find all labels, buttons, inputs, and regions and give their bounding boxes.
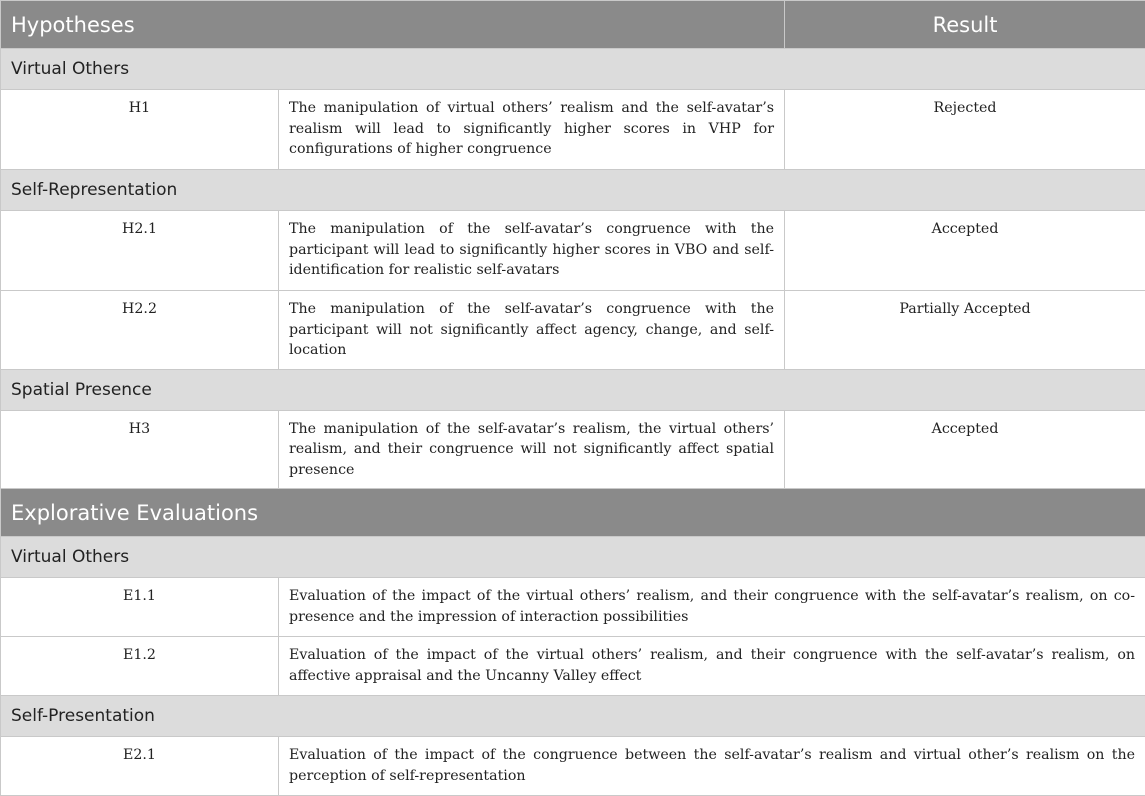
section-title-virtual-others: Virtual Others bbox=[1, 49, 1145, 90]
table-row bbox=[1, 410, 1145, 489]
hypothesis-text: The manipulation of the self-avatar’s congruence with the participant will not significantly affect agency, change, and self-location bbox=[279, 291, 785, 370]
section-row bbox=[1, 369, 1145, 410]
hypothesis-text: The manipulation of the self-avatar’s realism, the virtual others’ realism, and their congruence will not significantly affect spatial presence bbox=[279, 410, 785, 489]
table-row bbox=[1, 578, 1145, 637]
evaluation-id: E1.1 bbox=[1, 578, 279, 637]
section-title-virtual-others-explorative: Virtual Others bbox=[1, 537, 1145, 578]
table-row bbox=[1, 737, 1145, 796]
section-row bbox=[1, 49, 1145, 90]
hypothesis-result: Partially Accepted bbox=[785, 291, 1145, 370]
hypotheses-header-row bbox=[1, 1, 1145, 49]
section-row bbox=[1, 537, 1145, 578]
evaluation-id: E1.2 bbox=[1, 637, 279, 696]
hypothesis-text: The manipulation of the self-avatar’s congruence with the participant will lead to significantly higher scores in VBO and self-identification for realistic self-avatars bbox=[279, 211, 785, 291]
hypothesis-id: H3 bbox=[1, 410, 279, 489]
evaluation-text: Evaluation of the impact of the virtual others’ realism, and their congruence with the self-avatar’s realism, on affective appraisal and the Uncanny Valley effect bbox=[279, 637, 1145, 696]
hypothesis-id: H1 bbox=[1, 90, 279, 170]
explorative-header-row bbox=[1, 489, 1145, 537]
section-row bbox=[1, 170, 1145, 211]
table-row bbox=[1, 637, 1145, 696]
evaluation-id: E2.1 bbox=[1, 737, 279, 796]
section-title-self-representation: Self-Representation bbox=[1, 170, 1145, 211]
hypothesis-result: Accepted bbox=[785, 211, 1145, 291]
section-row bbox=[1, 696, 1145, 737]
hypothesis-id: H2.1 bbox=[1, 211, 279, 291]
table-row bbox=[1, 291, 1145, 370]
table-row bbox=[1, 211, 1145, 291]
hypotheses-header: Hypotheses bbox=[1, 1, 785, 49]
hypothesis-text: The manipulation of virtual others’ realism and the self-avatar’s realism will lead to significantly higher scores in VHP for configurations of higher congruence bbox=[279, 90, 785, 170]
section-title-self-presentation: Self-Presentation bbox=[1, 696, 1145, 737]
table-row bbox=[1, 90, 1145, 170]
section-title-spatial-presence: Spatial Presence bbox=[1, 369, 1145, 410]
result-header: Result bbox=[785, 1, 1145, 49]
hypothesis-result: Accepted bbox=[785, 410, 1145, 489]
hypothesis-result: Rejected bbox=[785, 90, 1145, 170]
explorative-header: Explorative Evaluations bbox=[1, 489, 1145, 537]
evaluation-text: Evaluation of the impact of the virtual others’ realism, and their congruence with the self-avatar’s realism, on co-presence and the impression of interaction possibilities bbox=[279, 578, 1145, 637]
hypothesis-id: H2.2 bbox=[1, 291, 279, 370]
evaluation-text: Evaluation of the impact of the congruence between the self-avatar’s realism and virtual other’s realism on the perception of self-representation bbox=[279, 737, 1145, 796]
